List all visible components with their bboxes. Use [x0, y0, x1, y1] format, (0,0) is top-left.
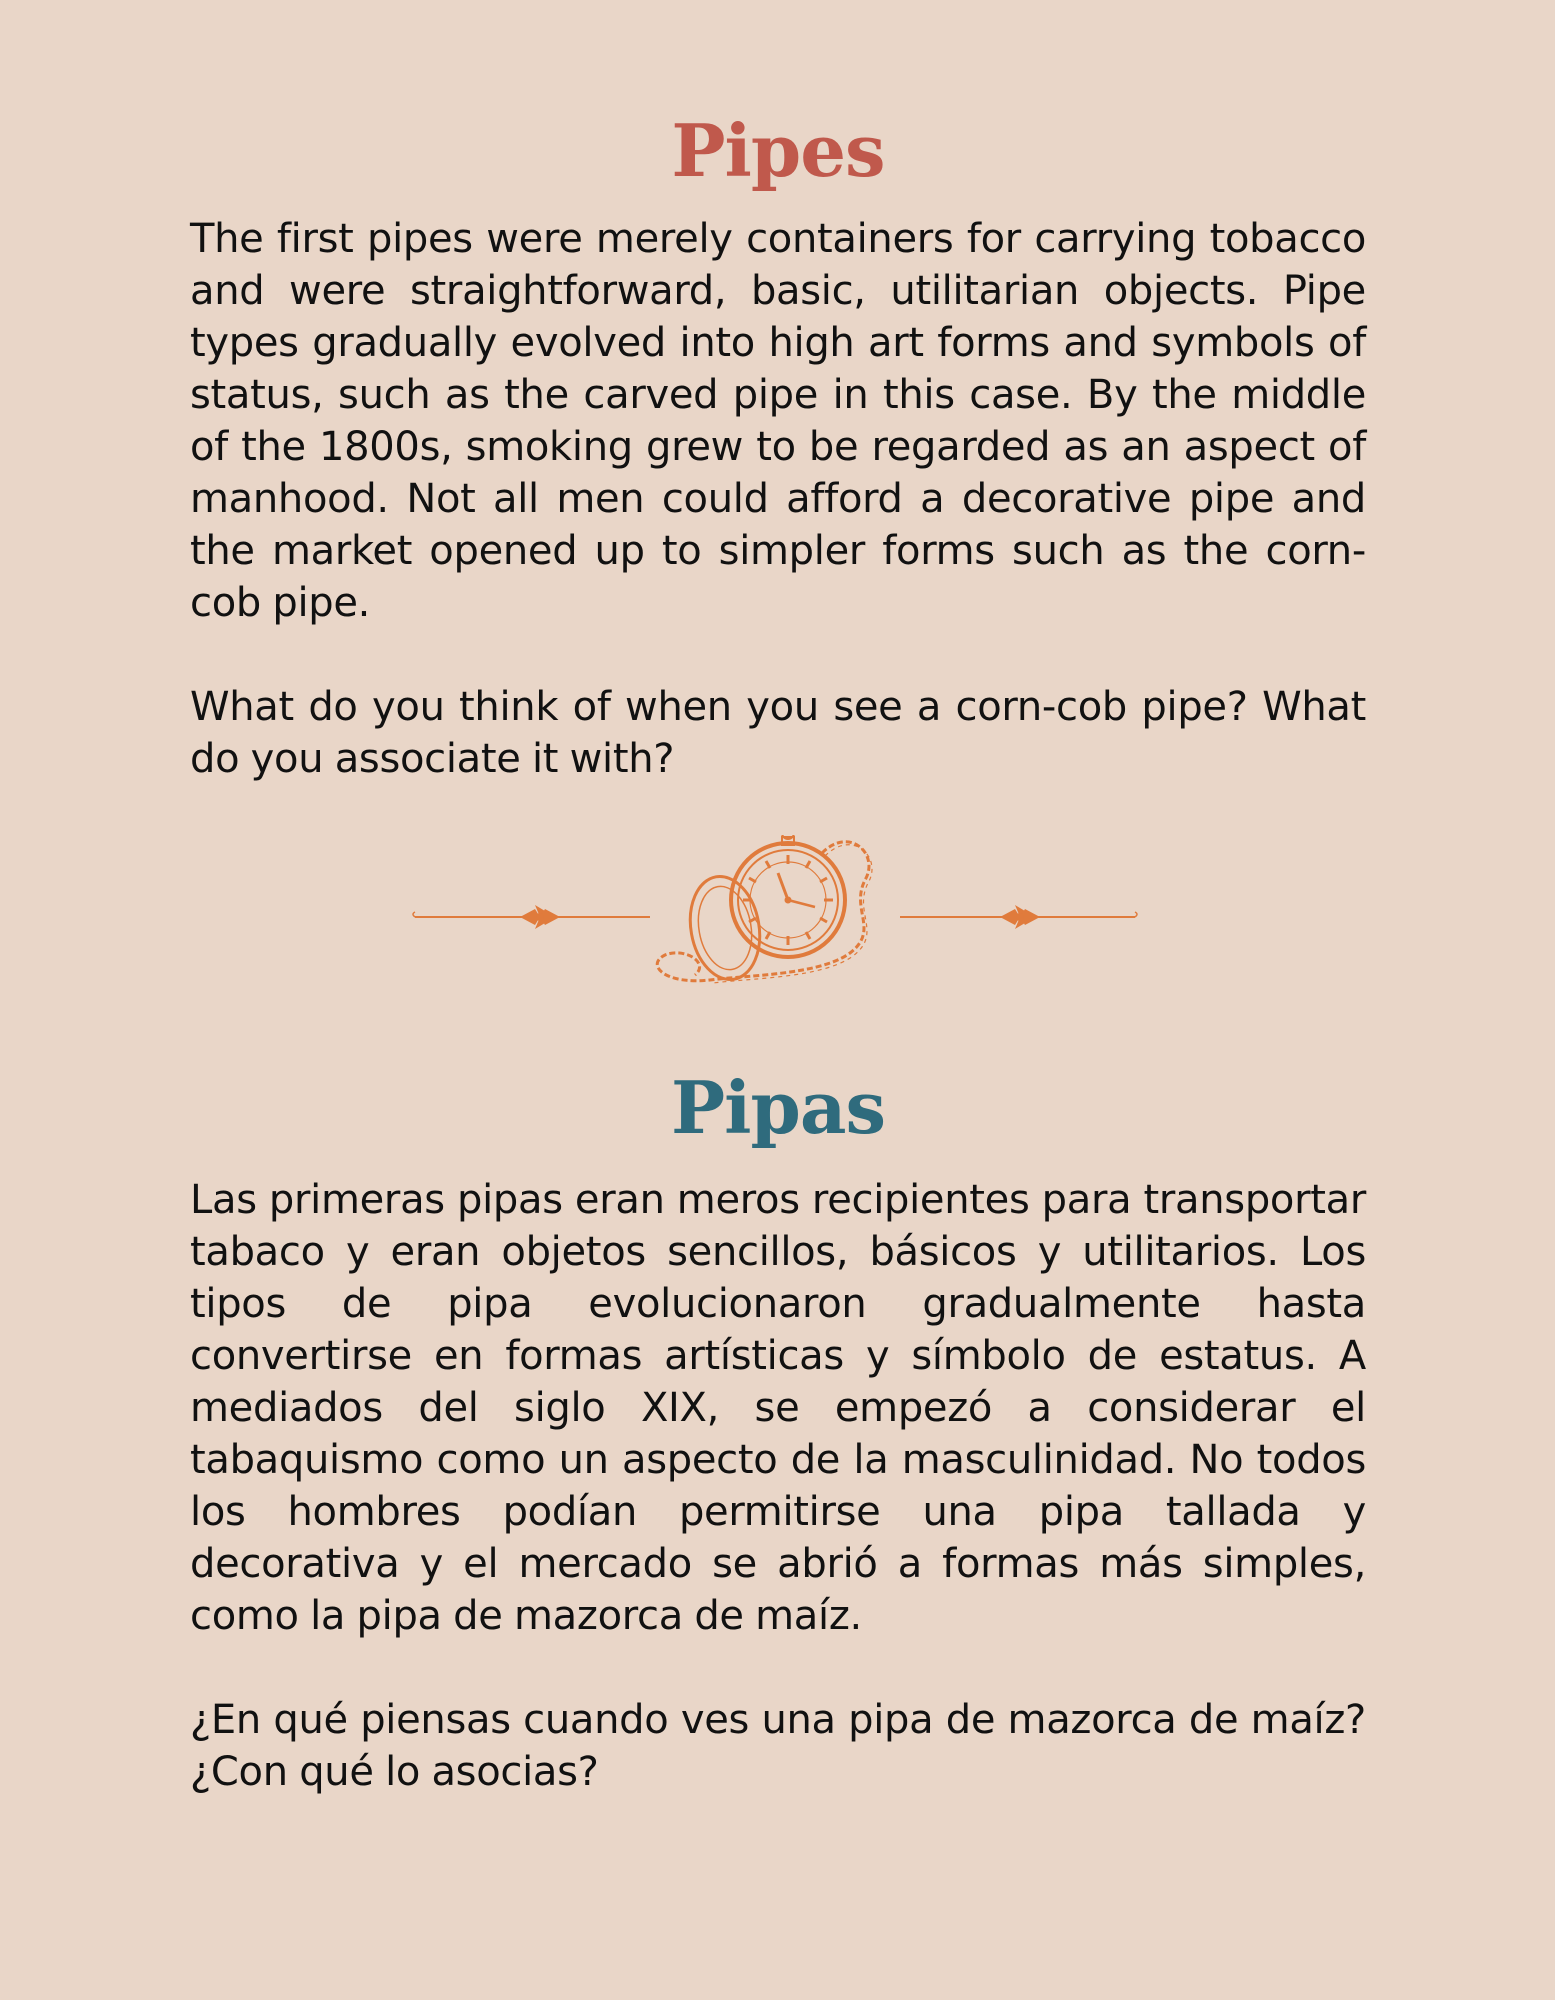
left-flourish-icon: [413, 905, 650, 929]
spanish-title: Pipas: [670, 1065, 886, 1150]
ornamental-divider: [410, 835, 1145, 1015]
english-question: What do you think of when you see a corn-cob pipe? What do you associate it with?: [190, 684, 1366, 782]
right-flourish-icon: [900, 905, 1137, 929]
spanish-body: Las primeras pipas eran meros recipientes para transportar tabaco y eran objetos sencillos, básicos y utilitarios. Los tipos de pipa evolucionaron gradualmente hasta convertirse en formas artísticas y símbolo de estatus. A mediados del siglo XIX, se empezó a considerar el tabaquismo como un aspecto de la masculinidad. No todos los hombres podían permitirse una pipa tallada y decorativa y el mercado se abrió a formas más simples, como la pipa de mazorca de maíz.: [190, 1177, 1366, 1639]
english-body: The first pipes were merely containers for carrying tobacco and were straightforward, basic, utilitarian objects. Pipe types gradually evolved into high art forms and symbols of status, such as the carved pipe in this case. By the middle of the 1800s, smoking grew to be regarded as an aspect of manhood. Not all men could afford a decorative pipe and the market opened up to simpler forms such as the corn-cob pipe.: [190, 216, 1366, 626]
english-section: [190, 108, 1366, 785]
english-title: Pipes: [671, 108, 885, 193]
pocket-watch-icon: [657, 835, 872, 985]
spanish-section: [190, 1065, 1366, 1798]
spanish-question: ¿En qué piensas cuando ves una pipa de mazorca de maíz? ¿Con qué lo asocias?: [190, 1697, 1366, 1795]
